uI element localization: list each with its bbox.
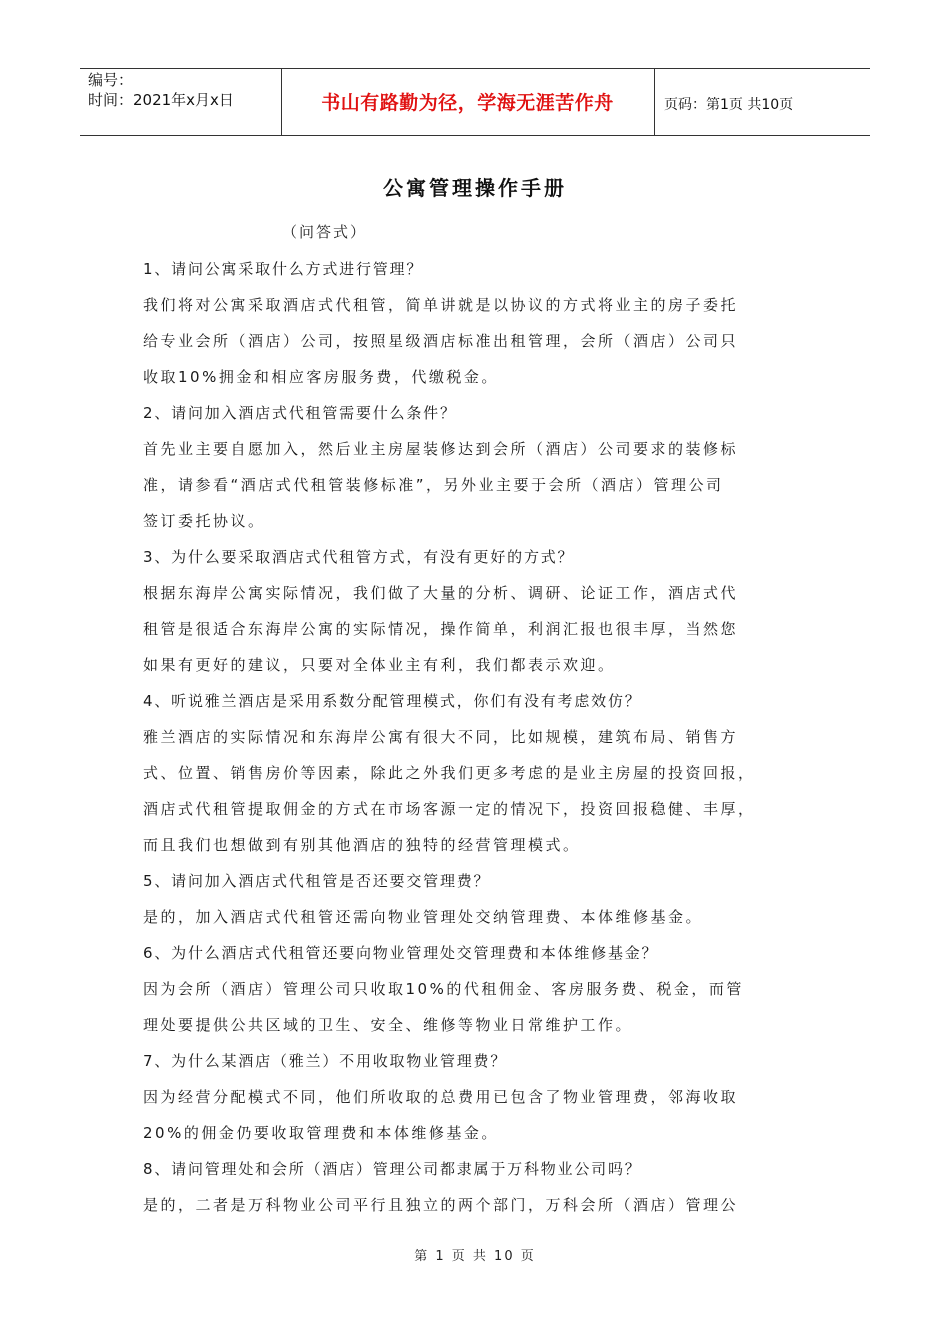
answer-line: 雅兰酒店的实际情况和东海岸公寓有很大不同，比如规模，建筑布局、销售方 [143, 728, 739, 746]
answer-line: 给专业会所（酒店）公司，按照星级酒店标准出租管理，会所（酒店）公司只 [143, 332, 739, 350]
answer-line: 20%的佣金仍要收取管理费和本体维修基金。 [143, 1124, 499, 1142]
answer-line: 首先业主要自愿加入，然后业主房屋装修达到会所（酒店）公司要求的装修标 [143, 440, 739, 458]
answer-line: 因为经营分配模式不同，他们所收取的总费用已包含了物业管理费，邻海收取 [143, 1088, 739, 1106]
header-divider-2 [654, 68, 655, 136]
header-info [88, 70, 234, 110]
answer-line: 如果有更好的建议，只要对全体业主有利，我们都表示欢迎。 [143, 656, 616, 674]
page-footer: 第 1 页 共 10 页 [414, 1249, 536, 1264]
answer-line: 租管是很适合东海岸公寓的实际情况，操作简单，利润汇报也很丰厚，当然您 [143, 620, 739, 638]
question-line: 5、请问加入酒店式代租管是否还要交管理费？ [143, 872, 491, 890]
header-page-label: 页码：第1页 共10页 [664, 97, 794, 113]
answer-line: 准，请参看“酒店式代租管装修标准”，另外业主要于会所（酒店）管理公司 [143, 476, 724, 494]
question-line: 8、请问管理处和会所（酒店）管理公司都隶属于万科物业公司吗？ [143, 1160, 642, 1178]
question-line: 3、为什么要采取酒店式代租管方式，有没有更好的方式？ [143, 548, 575, 566]
answer-line: 根据东海岸公寓实际情况，我们做了大量的分析、调研、论证工作，酒店式代 [143, 584, 739, 602]
document-body [143, 254, 823, 1226]
answer-line: 是的，二者是万科物业公司平行且独立的两个部门，万科会所（酒店）管理公 [143, 1196, 739, 1214]
answer-line: 签订委托协议。 [143, 512, 266, 530]
answer-line: 因为会所（酒店）管理公司只收取10%的代租佣金、客房服务费、税金，而管 [143, 980, 744, 998]
question-line: 7、为什么某酒店（雅兰）不用收取物业管理费？ [143, 1052, 508, 1070]
doc-time-label: 时间：2021年x月x日 [88, 91, 234, 109]
header-bottom-rule [80, 135, 870, 136]
header-motto: 书山有路勤为径，学海无涯苦作舟 [321, 92, 614, 114]
answer-line: 是的，加入酒店式代租管还需向物业管理处交纳管理费、本体维修基金。 [143, 908, 704, 926]
answer-line: 我们将对公寓采取酒店式代租管，简单讲就是以协议的方式将业主的房子委托 [143, 296, 739, 314]
question-line: 6、为什么酒店式代租管还要向物业管理处交管理费和本体维修基金？ [143, 944, 659, 962]
answer-line: 理处要提供公共区域的卫生、安全、维修等物业日常维护工作。 [143, 1016, 634, 1034]
doc-number-label: 编号： [88, 71, 134, 89]
header-top-rule [80, 68, 870, 69]
document-title: 公寓管理操作手册 [383, 176, 567, 200]
question-line: 1、请问公寓采取什么方式进行管理？ [143, 260, 424, 278]
answer-line: 收取10%拥金和相应客房服务费，代缴税金。 [143, 368, 499, 386]
answer-line: 而且我们也想做到有别其他酒店的独特的经营管理模式。 [143, 836, 581, 854]
answer-line: 式、位置、销售房价等因素，除此之外我们更多考虑的是业主房屋的投资回报， [143, 764, 756, 782]
answer-line: 酒店式代租管提取佣金的方式在市场客源一定的情况下，投资回报稳健、丰厚， [143, 800, 756, 818]
document-subtitle: （问答式） [282, 223, 368, 241]
question-line: 2、请问加入酒店式代租管需要什么条件？ [143, 404, 457, 422]
question-line: 4、听说雅兰酒店是采用系数分配管理模式，你们有没有考虑效仿？ [143, 692, 642, 710]
